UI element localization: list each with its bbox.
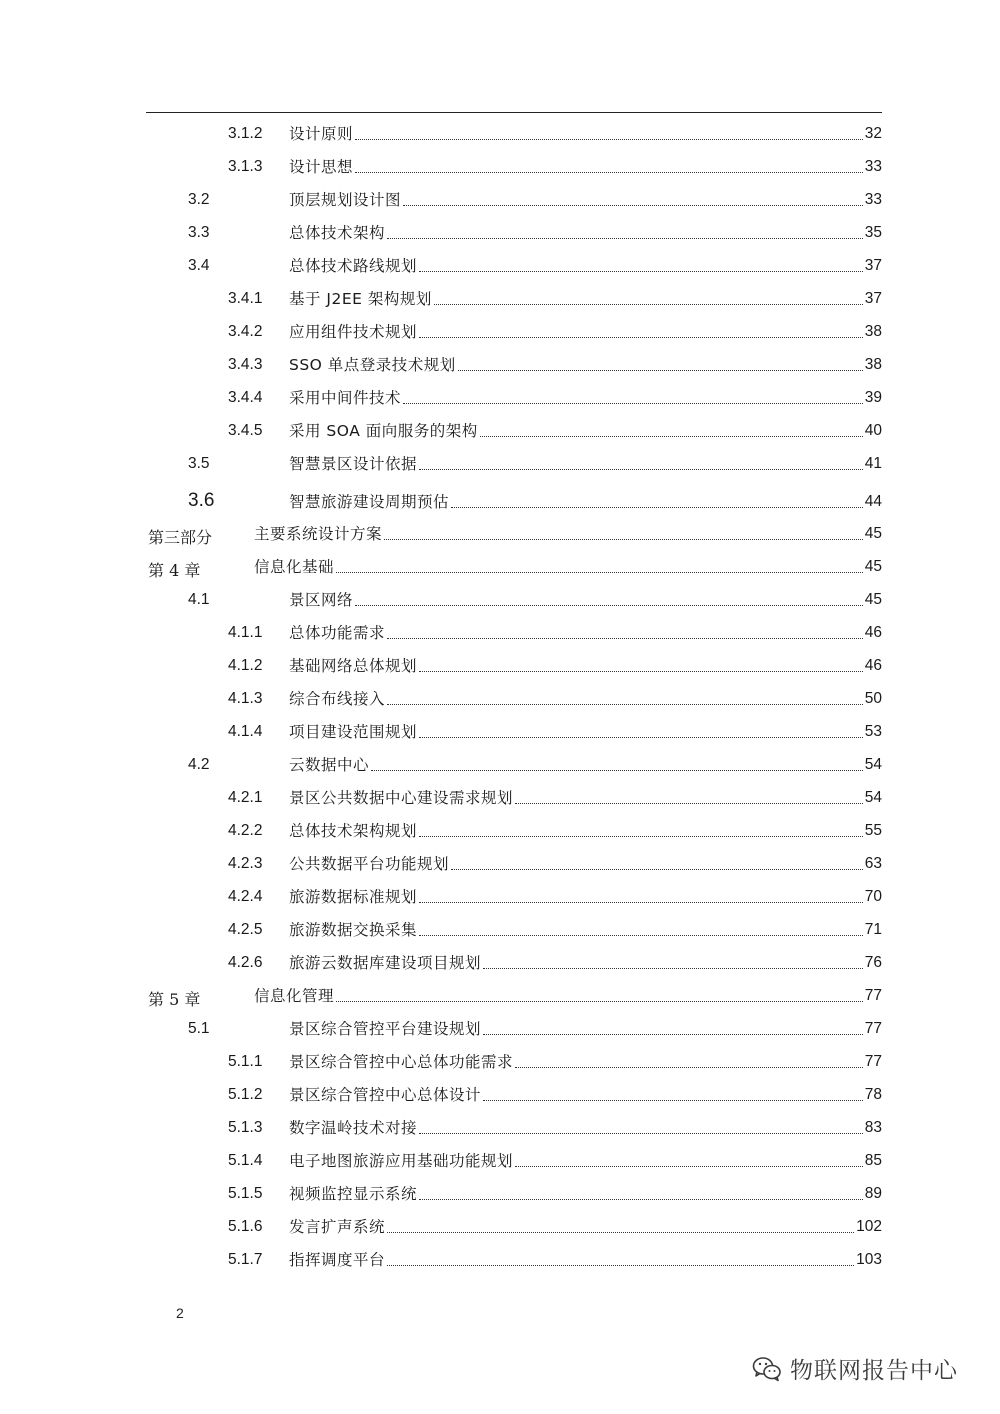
toc-entry-line bbox=[289, 953, 882, 973]
toc-entry-number: 5.1.4 bbox=[228, 1152, 263, 1169]
toc-entry[interactable] bbox=[0, 552, 1000, 585]
toc-entry-number: 4.2.4 bbox=[228, 888, 263, 905]
toc-entry-page: 85 bbox=[864, 1152, 882, 1169]
toc-entry-line bbox=[289, 755, 882, 775]
dot-leader bbox=[515, 1067, 863, 1068]
toc-entry-title: 应用组件技术规划 bbox=[289, 323, 418, 341]
dot-leader bbox=[480, 436, 863, 437]
toc-entry-page: 46 bbox=[864, 624, 882, 641]
dot-leader bbox=[403, 403, 863, 404]
toc-entry-number: 4.2.6 bbox=[228, 954, 263, 971]
toc-entry[interactable] bbox=[0, 317, 1000, 350]
toc-entry-number: 3.1.3 bbox=[228, 158, 263, 175]
toc-entry-page: 54 bbox=[864, 756, 882, 773]
watermark-text: 物联网报告中心 bbox=[790, 1358, 958, 1384]
dot-leader bbox=[515, 803, 863, 804]
toc-entry[interactable] bbox=[0, 1047, 1000, 1080]
toc-entry-number: 4.1.4 bbox=[228, 723, 263, 740]
toc-entry-number: 5.1.2 bbox=[228, 1086, 263, 1103]
toc-entry-line bbox=[289, 157, 882, 177]
dot-leader bbox=[419, 271, 863, 272]
toc-entry-line bbox=[289, 124, 882, 144]
toc-entry-title: 电子地图旅游应用基础功能规划 bbox=[289, 1152, 514, 1170]
toc-entry-line bbox=[289, 887, 882, 907]
toc-entry-page: 53 bbox=[864, 723, 882, 740]
toc-entry-number: 5.1.3 bbox=[228, 1119, 263, 1136]
dot-leader bbox=[387, 1232, 854, 1233]
toc-entry[interactable] bbox=[0, 981, 1000, 1014]
toc-entry-title: 公共数据平台功能规划 bbox=[289, 855, 450, 873]
toc-entry-page: 71 bbox=[864, 921, 882, 938]
toc-entry[interactable] bbox=[0, 416, 1000, 449]
toc-entry-line bbox=[289, 1151, 882, 1171]
toc-entry[interactable] bbox=[0, 1113, 1000, 1146]
toc-entry-line bbox=[289, 492, 882, 512]
toc-entry-page: 50 bbox=[864, 690, 882, 707]
toc-entry-line bbox=[289, 590, 882, 610]
toc-entry-page: 37 bbox=[864, 290, 882, 307]
toc-entry-line bbox=[289, 388, 882, 408]
toc-entry-title: 景区综合管控平台建设规划 bbox=[289, 1020, 482, 1038]
toc-entry-number: 第三部分 bbox=[148, 528, 213, 547]
toc-entry-page: 38 bbox=[864, 323, 882, 340]
toc-entry[interactable] bbox=[0, 284, 1000, 317]
toc-entry-page: 55 bbox=[864, 822, 882, 839]
dot-leader bbox=[419, 1133, 863, 1134]
dot-leader bbox=[336, 572, 863, 573]
toc-entry[interactable] bbox=[0, 948, 1000, 981]
toc-entry-title: 指挥调度平台 bbox=[289, 1251, 386, 1269]
toc-entry-page: 45 bbox=[864, 558, 882, 575]
dot-leader bbox=[483, 968, 863, 969]
toc-entry-title: 顶层规划设计图 bbox=[289, 191, 402, 209]
toc-entry-page: 33 bbox=[864, 158, 882, 175]
wechat-icon bbox=[752, 1356, 782, 1382]
toc-entry-page: 45 bbox=[864, 525, 882, 542]
toc-entry[interactable] bbox=[0, 816, 1000, 849]
toc-entry[interactable] bbox=[0, 684, 1000, 717]
dot-leader bbox=[419, 737, 863, 738]
toc-entry-page: 45 bbox=[864, 591, 882, 608]
toc-entry[interactable] bbox=[0, 1212, 1000, 1245]
dot-leader bbox=[371, 770, 863, 771]
toc-entry-title: 发言扩声系统 bbox=[289, 1218, 386, 1236]
dot-leader bbox=[483, 1034, 863, 1035]
toc-entry[interactable] bbox=[0, 618, 1000, 651]
toc-entry[interactable] bbox=[0, 218, 1000, 251]
toc-entry-line bbox=[289, 322, 882, 342]
footer-page-number: 2 bbox=[176, 1305, 184, 1321]
toc-entry-line bbox=[289, 722, 882, 742]
toc-entry-page: 77 bbox=[864, 1020, 882, 1037]
toc-entry-line bbox=[289, 454, 882, 474]
toc-entry[interactable] bbox=[0, 783, 1000, 816]
toc-entry-page: 44 bbox=[864, 493, 882, 510]
toc-entry-number: 3.4.4 bbox=[228, 389, 263, 406]
toc-entry-page: 102 bbox=[856, 1218, 882, 1235]
toc-entry[interactable] bbox=[0, 882, 1000, 915]
toc-entry-page: 37 bbox=[864, 257, 882, 274]
toc-entry[interactable] bbox=[0, 1080, 1000, 1113]
toc-entry-line bbox=[289, 1184, 882, 1204]
toc-entry-page: 83 bbox=[864, 1119, 882, 1136]
toc-entry-title: 景区综合管控中心总体功能需求 bbox=[289, 1053, 514, 1071]
toc-entry-line bbox=[289, 788, 882, 808]
toc-entry-page: 39 bbox=[864, 389, 882, 406]
toc-entry-number: 3.5 bbox=[188, 455, 210, 472]
dot-leader bbox=[419, 836, 863, 837]
toc-entry-title: 信息化管理 bbox=[254, 987, 335, 1005]
toc-entry-title: 主要系统设计方案 bbox=[254, 525, 383, 543]
toc-entry[interactable] bbox=[0, 750, 1000, 783]
toc-entry-title: 云数据中心 bbox=[289, 756, 370, 774]
toc-entry-number: 3.4.3 bbox=[228, 356, 263, 373]
toc-entry-title: 视频监控显示系统 bbox=[289, 1185, 418, 1203]
table-of-contents bbox=[0, 119, 1000, 1278]
dot-leader bbox=[403, 205, 863, 206]
toc-entry-number: 5.1.1 bbox=[228, 1053, 263, 1070]
toc-entry-page: 40 bbox=[864, 422, 882, 439]
toc-entry-number: 5.1 bbox=[188, 1020, 210, 1037]
toc-entry-number: 4.1.2 bbox=[228, 657, 263, 674]
toc-entry[interactable] bbox=[0, 1245, 1000, 1278]
toc-entry-page: 54 bbox=[864, 789, 882, 806]
toc-entry-title: 旅游云数据库建设项目规划 bbox=[289, 954, 482, 972]
toc-entry-number: 4.2 bbox=[188, 756, 210, 773]
toc-entry-title: 项目建设范围规划 bbox=[289, 723, 418, 741]
toc-entry-line bbox=[254, 557, 882, 577]
toc-entry-line bbox=[289, 1019, 882, 1039]
toc-entry[interactable] bbox=[0, 849, 1000, 882]
dot-leader bbox=[419, 671, 863, 672]
toc-entry-number: 第 5 章 bbox=[148, 990, 201, 1009]
toc-entry[interactable] bbox=[0, 519, 1000, 552]
toc-entry-number: 4.2.2 bbox=[228, 822, 263, 839]
toc-entry-number: 3.4.1 bbox=[228, 290, 263, 307]
toc-entry-page: 38 bbox=[864, 356, 882, 373]
toc-entry-page: 78 bbox=[864, 1086, 882, 1103]
toc-entry-page: 33 bbox=[864, 191, 882, 208]
toc-entry-title: 基础网络总体规划 bbox=[289, 657, 418, 675]
toc-entry-line bbox=[289, 421, 882, 441]
toc-entry-number: 3.6 bbox=[188, 490, 215, 511]
dot-leader bbox=[515, 1166, 863, 1167]
toc-entry-line bbox=[289, 920, 882, 940]
toc-entry[interactable] bbox=[0, 251, 1000, 284]
toc-entry-line bbox=[289, 854, 882, 874]
toc-entry-title: 旅游数据标准规划 bbox=[289, 888, 418, 906]
toc-entry-title: 总体技术架构规划 bbox=[289, 822, 418, 840]
toc-entry-line bbox=[289, 689, 882, 709]
toc-entry-page: 70 bbox=[864, 888, 882, 905]
toc-entry[interactable] bbox=[0, 185, 1000, 218]
dot-leader bbox=[355, 172, 863, 173]
toc-entry-number: 3.4.5 bbox=[228, 422, 263, 439]
toc-entry[interactable] bbox=[0, 482, 1000, 519]
toc-entry-line bbox=[289, 223, 882, 243]
toc-entry-title: 总体技术路线规划 bbox=[289, 257, 418, 275]
toc-entry-page: 77 bbox=[864, 987, 882, 1004]
dot-leader bbox=[451, 507, 863, 508]
toc-entry-number: 第 4 章 bbox=[148, 561, 201, 580]
toc-entry-page: 46 bbox=[864, 657, 882, 674]
toc-entry[interactable] bbox=[0, 651, 1000, 684]
dot-leader bbox=[483, 1100, 863, 1101]
toc-entry-title: 设计思想 bbox=[289, 158, 354, 176]
toc-entry-line bbox=[289, 656, 882, 676]
toc-entry[interactable] bbox=[0, 1146, 1000, 1179]
dot-leader bbox=[451, 869, 863, 870]
toc-entry-line bbox=[289, 1052, 882, 1072]
toc-entry[interactable] bbox=[0, 449, 1000, 482]
toc-entry-number: 4.1.3 bbox=[228, 690, 263, 707]
toc-entry[interactable] bbox=[0, 383, 1000, 416]
toc-entry[interactable] bbox=[0, 350, 1000, 383]
toc-entry[interactable] bbox=[0, 915, 1000, 948]
dot-leader bbox=[355, 139, 863, 140]
toc-entry-page: 77 bbox=[864, 1053, 882, 1070]
toc-entry[interactable] bbox=[0, 1014, 1000, 1047]
toc-entry-number: 4.2.1 bbox=[228, 789, 263, 806]
dot-leader bbox=[419, 1199, 863, 1200]
toc-entry-line bbox=[289, 190, 882, 210]
toc-entry-title: 智慧景区设计依据 bbox=[289, 455, 418, 473]
toc-entry-title: SSO 单点登录技术规划 bbox=[289, 356, 456, 374]
toc-entry-line bbox=[289, 1217, 882, 1237]
toc-entry-title: 旅游数据交换采集 bbox=[289, 921, 418, 939]
toc-entry-title: 设计原则 bbox=[289, 125, 354, 143]
toc-entry-number: 5.1.5 bbox=[228, 1185, 263, 1202]
toc-entry-title: 景区综合管控中心总体设计 bbox=[289, 1086, 482, 1104]
toc-entry[interactable] bbox=[0, 119, 1000, 152]
toc-entry-title: 综合布线接入 bbox=[289, 690, 386, 708]
toc-entry-page: 103 bbox=[856, 1251, 882, 1268]
toc-entry-title: 信息化基础 bbox=[254, 558, 335, 576]
dot-leader bbox=[419, 935, 863, 936]
toc-entry-line bbox=[289, 623, 882, 643]
toc-entry-page: 41 bbox=[864, 455, 882, 472]
dot-leader bbox=[387, 638, 863, 639]
toc-entry[interactable] bbox=[0, 585, 1000, 618]
toc-entry-number: 4.1.1 bbox=[228, 624, 263, 641]
toc-entry-number: 5.1.6 bbox=[228, 1218, 263, 1235]
toc-entry-line bbox=[289, 289, 882, 309]
toc-entry-line bbox=[289, 821, 882, 841]
toc-entry[interactable] bbox=[0, 1179, 1000, 1212]
toc-entry-page: 76 bbox=[864, 954, 882, 971]
toc-entry-page: 32 bbox=[864, 125, 882, 142]
dot-leader bbox=[355, 605, 863, 606]
toc-entry-title: 数字温岭技术对接 bbox=[289, 1119, 418, 1137]
toc-entry-title: 采用中间件技术 bbox=[289, 389, 402, 407]
dot-leader bbox=[387, 1265, 854, 1266]
dot-leader bbox=[336, 1001, 863, 1002]
dot-leader bbox=[419, 337, 863, 338]
toc-entry-number: 5.1.7 bbox=[228, 1251, 263, 1268]
toc-entry-title: 基于 J2EE 架构规划 bbox=[289, 290, 432, 308]
toc-entry-number: 4.1 bbox=[188, 591, 210, 608]
toc-entry-number: 3.2 bbox=[188, 191, 210, 208]
toc-entry-line bbox=[289, 355, 882, 375]
toc-entry-number: 4.2.3 bbox=[228, 855, 263, 872]
dot-leader bbox=[387, 704, 863, 705]
dot-leader bbox=[419, 902, 863, 903]
toc-entry-title: 景区公共数据中心建设需求规划 bbox=[289, 789, 514, 807]
dot-leader bbox=[458, 370, 863, 371]
toc-entry-title: 智慧旅游建设周期预估 bbox=[289, 493, 450, 511]
toc-entry-line bbox=[289, 1250, 882, 1270]
dot-leader bbox=[384, 539, 863, 540]
toc-entry-line bbox=[289, 1085, 882, 1105]
toc-entry-page: 35 bbox=[864, 224, 882, 241]
toc-entry[interactable] bbox=[0, 717, 1000, 750]
header-rule bbox=[146, 112, 882, 113]
watermark bbox=[752, 1352, 958, 1385]
toc-entry-number: 3.1.2 bbox=[228, 125, 263, 142]
dot-leader bbox=[434, 304, 863, 305]
toc-entry-number: 3.4.2 bbox=[228, 323, 263, 340]
toc-entry-line bbox=[289, 1118, 882, 1138]
dot-leader bbox=[419, 469, 863, 470]
toc-entry-title: 景区网络 bbox=[289, 591, 354, 609]
toc-entry-line bbox=[254, 524, 882, 544]
toc-entry-title: 总体功能需求 bbox=[289, 624, 386, 642]
dot-leader bbox=[387, 238, 863, 239]
toc-entry-page: 63 bbox=[864, 855, 882, 872]
toc-entry-number: 3.3 bbox=[188, 224, 210, 241]
toc-entry-number: 4.2.5 bbox=[228, 921, 263, 938]
toc-entry-page: 89 bbox=[864, 1185, 882, 1202]
toc-entry-line bbox=[289, 256, 882, 276]
toc-entry-title: 总体技术架构 bbox=[289, 224, 386, 242]
toc-entry-title: 采用 SOA 面向服务的架构 bbox=[289, 422, 478, 440]
toc-entry-line bbox=[254, 986, 882, 1006]
toc-entry[interactable] bbox=[0, 152, 1000, 185]
toc-entry-number: 3.4 bbox=[188, 257, 210, 274]
